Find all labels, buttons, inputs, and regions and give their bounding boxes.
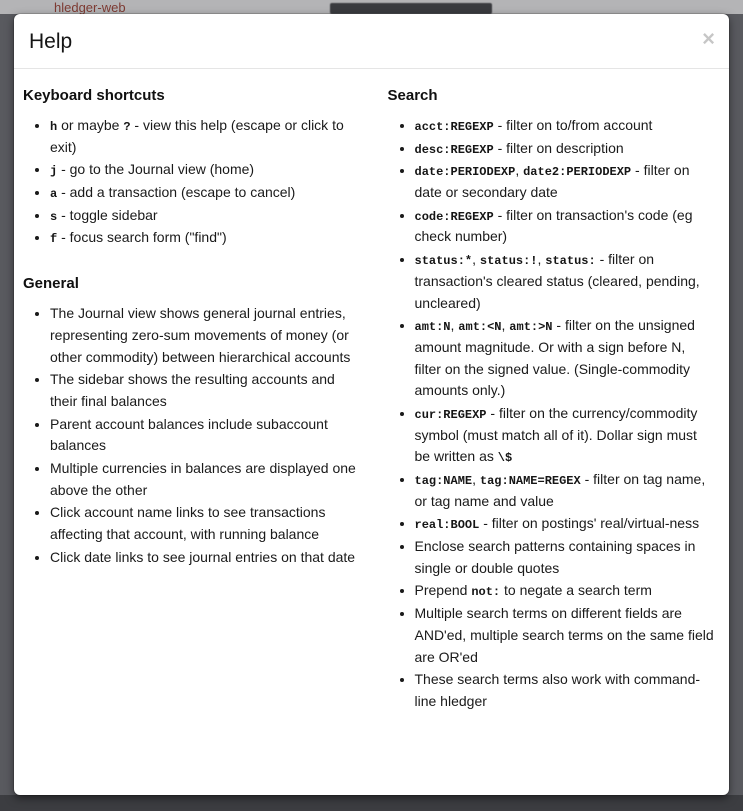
- section-heading: Search: [387, 87, 438, 104]
- section-list: [23, 115, 360, 249]
- code-term: status:*: [414, 254, 473, 269]
- section-keyboard-shortcuts: [23, 87, 360, 249]
- list-item: • tag:NAME, tag:NAME=REGEX - filter on tag name, or tag name and value: [415, 469, 715, 512]
- list-item: • These search terms also work with command-line hledger: [415, 669, 715, 712]
- list-item: • Click account name links to see transactions affecting that account, with running balance: [50, 502, 360, 545]
- code-term: desc:REGEXP: [414, 142, 494, 157]
- section-heading: General: [23, 275, 79, 293]
- list-item: • desc:REGEXP - filter on description: [415, 138, 715, 160]
- list-item: • real:BOOL - filter on postings' real/virtual-ness: [415, 513, 715, 535]
- code-term: h: [50, 120, 58, 134]
- code-term: status:!: [479, 254, 538, 269]
- list-item: • a - add a transaction (escape to cancel): [50, 182, 360, 204]
- code-term: date:PERIODEXP: [414, 165, 516, 180]
- section-list: [23, 303, 360, 568]
- list-item: • Enclose search patterns containing spaces in single or double quotes: [415, 536, 715, 579]
- list-item: • date:PERIODEXP, date2:PERIODEXP - filter on date or secondary date: [415, 160, 715, 203]
- code-term: date2:PERIODEXP: [523, 165, 632, 180]
- list-item: • status:*, status:!, status: - filter on transaction's cleared status (cleared, pending, uncleared): [415, 249, 715, 314]
- section-search: [388, 87, 715, 713]
- list-item: • Prepend not: to negate a search term: [415, 580, 715, 602]
- list-item: • Parent account balances include subaccount balances: [50, 414, 360, 457]
- list-item: • cur:REGEXP - filter on the currency/commodity symbol (must match all of it). Dollar sign must be written as \$: [415, 403, 715, 468]
- list-item: • Click date links to see journal entries on that date: [50, 547, 360, 569]
- section-heading: Keyboard shortcuts: [23, 87, 165, 104]
- background-page-top: [0, 0, 743, 14]
- list-item: • Multiple search terms on different fields are AND'ed, multiple search terms on the same field are OR'ed: [415, 603, 715, 668]
- list-item: • The Journal view shows general journal entries, representing zero-sum movements of money (or other commodity) between hierarchical accounts: [50, 303, 360, 368]
- list-item: • code:REGEXP - filter on transaction's code (eg check number): [415, 205, 715, 248]
- code-term: s: [50, 209, 58, 224]
- list-item: • h or maybe ? - view this help (escape or click to exit): [50, 115, 360, 158]
- list-item: • Multiple currencies in balances are displayed one above the other: [50, 458, 360, 501]
- help-modal: [14, 14, 729, 795]
- code-term: real:BOOL: [414, 518, 480, 533]
- code-term: cur:REGEXP: [414, 407, 487, 422]
- list-item: • amt:N, amt:<N, amt:>N - filter on the unsigned amount magnitude. Or with a sign before N, filter on the signed value. (Single-commodity amounts only.): [415, 315, 715, 402]
- list-item: • s - toggle sidebar: [50, 205, 360, 227]
- code-term: acct:REGEXP: [414, 120, 494, 134]
- modal-header: [14, 14, 729, 69]
- section-list: [388, 115, 715, 713]
- code-term: tag:NAME: [414, 474, 473, 488]
- left-column: [14, 87, 372, 714]
- code-term: amt:>N: [509, 320, 553, 335]
- code-term: code:REGEXP: [414, 209, 494, 224]
- list-item: • acct:REGEXP - filter on to/from account: [415, 115, 715, 137]
- code-term: amt:N: [414, 320, 451, 335]
- code-term: amt:<N: [458, 320, 502, 335]
- code-term: \$: [497, 451, 513, 466]
- right-column: [372, 87, 730, 714]
- code-term: j: [50, 164, 58, 179]
- background-page-heading: [330, 3, 492, 14]
- modal-body: [14, 69, 729, 714]
- modal-title: Help: [29, 30, 73, 53]
- list-item: • The sidebar shows the resulting accounts and their final balances: [50, 369, 360, 412]
- code-term: status:: [545, 254, 596, 269]
- list-item: • j - go to the Journal view (home): [50, 159, 360, 181]
- code-term: tag:NAME=REGEX: [479, 474, 581, 488]
- section-general: [23, 275, 360, 568]
- code-term: ?: [123, 120, 131, 134]
- code-term: not:: [471, 585, 501, 600]
- close-button[interactable]: ×: [702, 26, 715, 51]
- code-term: a: [50, 187, 58, 202]
- background-page-bottom: [0, 795, 743, 811]
- code-term: f: [50, 232, 58, 247]
- list-item: • f - focus search form ("find"): [50, 227, 360, 249]
- background-site-link: hledger-web: [54, 0, 126, 14]
